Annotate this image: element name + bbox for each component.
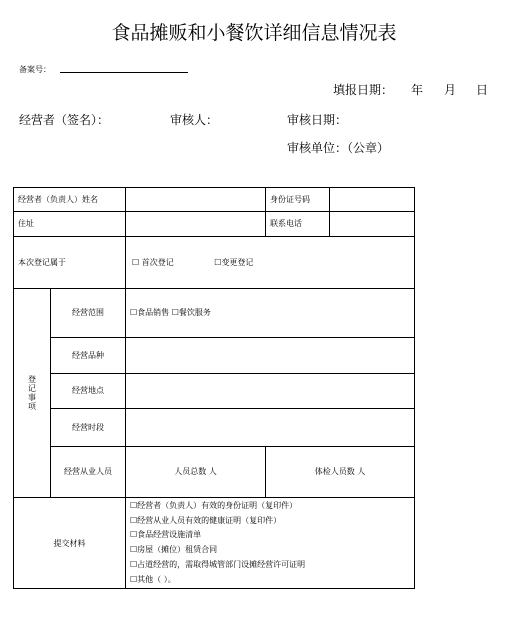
fill-date-month: 月 <box>444 83 457 97</box>
group-char-4: 项 <box>28 402 36 412</box>
variety-field[interactable] <box>126 338 415 374</box>
group-char-2: 记 <box>28 383 36 393</box>
material-item[interactable]: ☐经营从业人员有效的健康证明（复印件） <box>130 515 282 525</box>
first-registration-checkbox[interactable]: ☐ 首次登记 <box>132 257 174 267</box>
id-number-field[interactable] <box>330 188 415 212</box>
staff-total-field[interactable]: 人员总数 人 <box>126 447 266 498</box>
address-label: 住址 <box>14 212 126 237</box>
staff-checked-field[interactable]: 体检人员数 人 <box>266 447 415 498</box>
operator-name-field[interactable] <box>126 188 266 212</box>
location-label: 经营地点 <box>51 374 126 409</box>
scope-options[interactable]: ☐食品销售 ☐餐饮服务 <box>126 289 415 338</box>
group-char-3: 事 <box>28 393 36 402</box>
phone-label: 联系电话 <box>266 212 330 237</box>
material-item[interactable]: ☐房屋（摊位）租赁合同 <box>130 545 218 555</box>
hours-field[interactable] <box>126 409 415 447</box>
fill-date-label: 填报日期： <box>333 83 394 97</box>
record-number-line[interactable] <box>60 72 188 73</box>
review-unit-label: 审核单位：（公章） <box>287 141 390 155</box>
reviewer-label: 审核人： <box>170 113 219 127</box>
variety-label: 经营品种 <box>51 338 126 374</box>
material-item[interactable]: ☐占道经营的，需取得城管部门设摊经营许可证明 <box>130 559 306 569</box>
id-number-label: 身份证号码 <box>266 188 330 212</box>
material-item[interactable]: ☐其他（ ）。 <box>130 574 176 584</box>
registration-type-options <box>126 237 415 289</box>
fill-date-year: 年 <box>411 83 424 97</box>
record-number-label: 备案号： <box>19 65 51 74</box>
materials-list <box>126 498 415 589</box>
location-field[interactable] <box>126 374 415 409</box>
material-item[interactable]: ☐经营者（负责人）有效的身份证明（复印件） <box>130 501 298 510</box>
registration-items-group <box>14 289 51 498</box>
material-item[interactable]: ☐食品经营设施清单 <box>130 530 202 540</box>
review-date-label: 审核日期： <box>287 113 348 127</box>
materials-label: 提交材料 <box>14 498 126 589</box>
operator-signature-label: 经营者（签名）： <box>19 113 110 127</box>
scope-label: 经营范围 <box>51 289 126 338</box>
staff-label: 经营从业人员 <box>51 447 126 498</box>
phone-field[interactable] <box>330 212 415 237</box>
registration-type-label: 本次登记属于 <box>14 237 126 289</box>
group-char-1: 登 <box>28 374 36 384</box>
page-title: 食品摊贩和小餐饮详细信息情况表 <box>111 22 397 44</box>
info-table <box>13 187 415 589</box>
address-field[interactable] <box>126 212 266 237</box>
fill-date-day: 日 <box>476 83 489 97</box>
hours-label: 经营时段 <box>51 409 126 447</box>
change-registration-checkbox[interactable]: ☐变更登记 <box>214 257 254 267</box>
operator-name-label: 经营者（负责人）姓名 <box>14 188 126 212</box>
